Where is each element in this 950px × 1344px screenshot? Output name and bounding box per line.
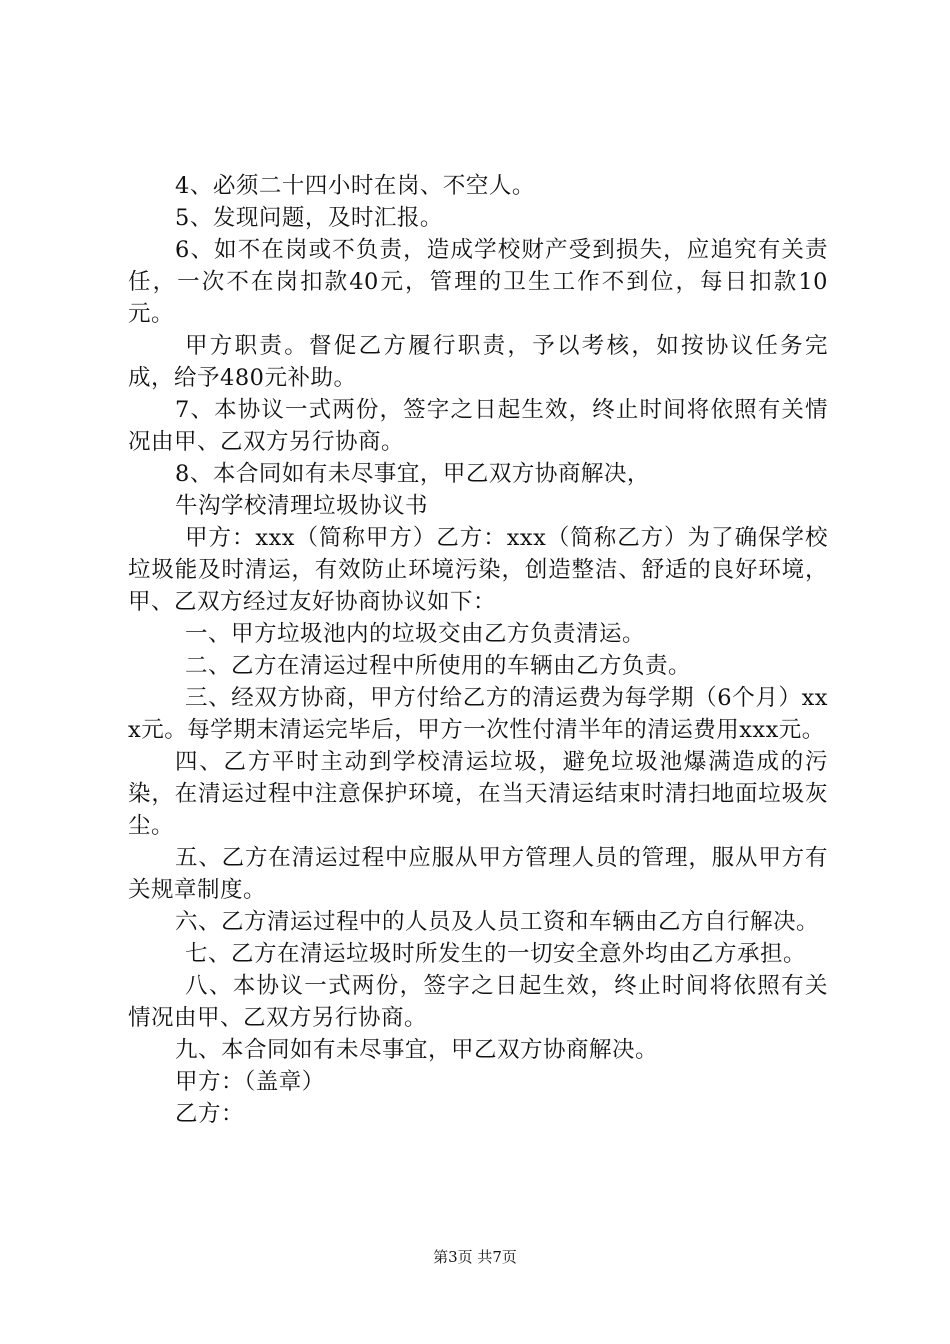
paragraph: 6、如不在岗或不负责，造成学校财产受到损失，应追究有关责任，一次不在岗扣款40元，管理的卫生工作不到位，每日扣款10元。 <box>128 237 828 327</box>
paragraph: 甲方职责。督促乙方履行职责，予以考核，如按协议任务完成，给予480元补助。 <box>128 333 828 391</box>
page-number-footer: 第3页 共7页 <box>433 1248 517 1266</box>
clause-9: 九、本合同如有未尽事宜，甲乙双方协商解决。 <box>175 1037 659 1063</box>
party-a-signature: 甲方：（盖章） <box>175 1069 325 1095</box>
clause-6: 六、乙方清运过程中的人员及人员工资和车辆由乙方自行解决。 <box>175 909 820 935</box>
clause-4: 四、乙方平时主动到学校清运垃圾，避免垃圾池爆满造成的污染，在清运过程中注意保护环境，在当天清运结束时清扫地面垃圾灰尘。 <box>128 749 828 839</box>
paragraph: 4、必须二十四小时在岗、不空人。 <box>175 173 535 199</box>
paragraph: 7、本协议一式两份，签字之日起生效，终止时间将依照有关情况由甲、乙双方另行协商。 <box>128 397 828 455</box>
paragraph: 8、本合同如有未尽事宜，甲乙双方协商解决， <box>175 461 650 487</box>
clause-5: 五、乙方在清运过程中应服从甲方管理人员的管理，服从甲方有关规章制度。 <box>128 845 828 903</box>
clause-8: 八、本协议一式两份，签字之日起生效，终止时间将依照有关情况由甲、乙双方另行协商。 <box>128 973 828 1031</box>
agreement-title: 牛沟学校清理垃圾协议书 <box>175 493 429 519</box>
paragraph: 5、发现问题，及时汇报。 <box>175 205 443 231</box>
party-b-signature: 乙方： <box>175 1101 245 1127</box>
document-body <box>128 170 828 1130</box>
clause-2: 二、乙方在清运过程中所使用的车辆由乙方负责。 <box>185 653 692 679</box>
paragraph: 甲方：xxx（简称甲方）乙方：xxx（简称乙方）为了确保学校垃圾能及时清运，有效防止环境污染，创造整洁、舒适的良好环境，甲、乙双方经过友好协商协议如下： <box>128 525 828 615</box>
clause-7: 七、乙方在清运垃圾时所发生的一切安全意外均由乙方承担。 <box>185 941 807 967</box>
clause-3: 三、经双方协商，甲方付给乙方的清运费为每学期（6个月）xxx元。每学期末清运完毕后，甲方一次性付清半年的清运费用xxx元。 <box>128 685 828 743</box>
clause-1: 一、甲方垃圾池内的垃圾交由乙方负责清运。 <box>185 621 646 647</box>
